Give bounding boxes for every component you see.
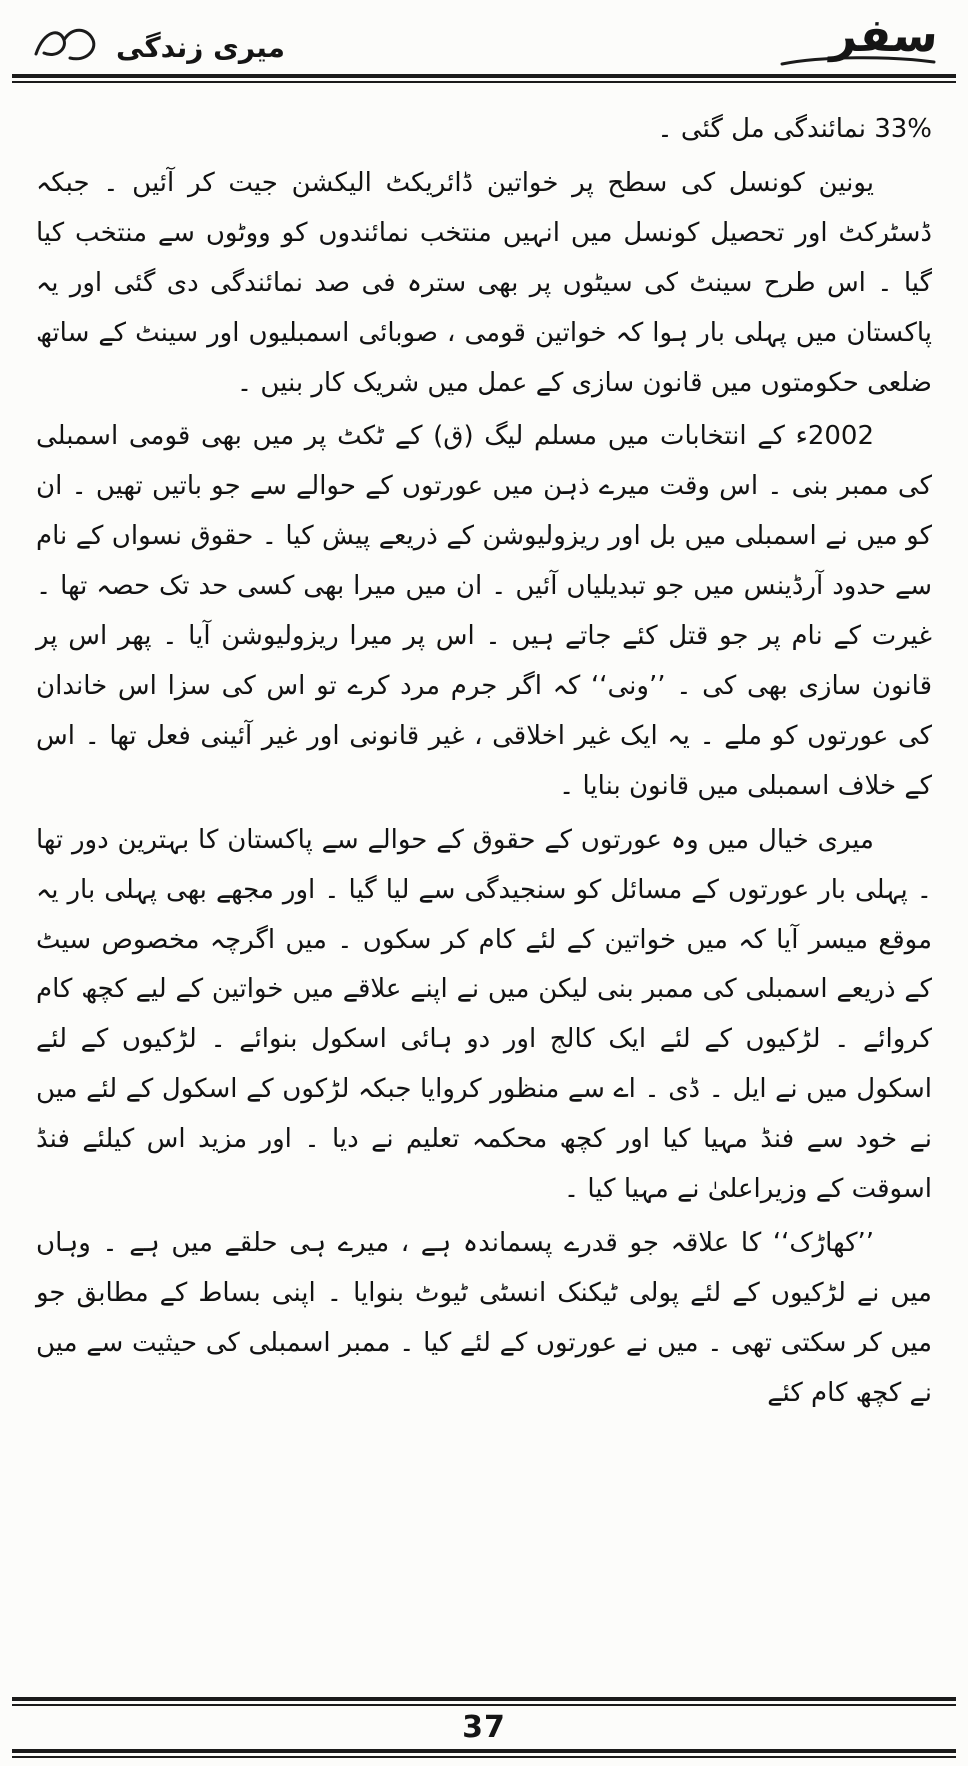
page-number-row xyxy=(0,1706,968,1747)
footer-rule-bottom xyxy=(12,1749,956,1758)
header-rule xyxy=(12,74,956,83)
header-left-group xyxy=(30,22,285,68)
paragraph: یونین کونسل کی سطح پر خواتین ڈائریکٹ الیکشن جیت کر آئیں ۔ جبکہ ڈسٹرکٹ اور تحصیل کونسل میں انہیں منتخب نمائندوں کو ووٹوں سے منتخب کیا گیا ۔ اس طرح سینٹ کی سیٹوں پر بھی سترہ فی صد نمائندگی دی گئی اور یہ پاکستان میں پہلی بار ہوا کہ خواتین قومی ، صوبائی اسمبلیوں اور سینٹ کے ساتھ ضلعی حکومتوں میں قانون سازی کے عمل میں شریک کار بنیں ۔ xyxy=(36,167,932,398)
paragraph: 33% نمائندگی مل گئی ۔ xyxy=(657,114,932,144)
page-number: 37 xyxy=(462,1710,506,1745)
section-title: سفر xyxy=(829,8,940,62)
page-footer xyxy=(0,1691,968,1766)
paragraph: میری خیال میں وہ عورتوں کے حقوق کے حوالے سے پاکستان کا بہترین دور تھا ۔ پہلی بار عورتوں کے مسائل کو سنجیدگی سے لیا گیا ۔ اور مجھے بھی پہلی بار یہ موقع میسر آیا کہ میں خواتین کے لئے کام کر سکوں ۔ میں اگرچہ مخصوص سیٹ کے ذریعے اسمبلی کی ممبر بنی لیکن میں نے اپنے علاقے میں خواتین کے لیے کچھ کام کروائے ۔ لڑکیوں کے لئے ایک کالج اور دو ہائی اسکول بنوائے ۔ لڑکیوں کے لئے اسکول میں نے ایل ۔ ڈی ۔ اے سے منظور کروایا جبکہ لڑکوں کے اسکول کے لئے میں نے خود سے فنڈ مہیا کیا اور کچھ محکمہ تعلیم نے دیا ۔ اور مزید اس کیلئے فنڈ اسوقت کے وزیراعلیٰ نے مہیا کیا ۔ xyxy=(36,824,932,1205)
page-header xyxy=(0,0,968,72)
paragraph: ’’کھاڑک‘‘ کا علاقہ جو قدرے پسماندہ ہے ، میرے ہی حلقے میں ہے ۔ وہاں میں نے لڑکیوں کے لئے پولی ٹیکنک انسٹی ٹیوٹ بنوایا ۔ اپنی بساط کے مطابق جو میں کر سکتی تھی ۔ میں نے عورتوں کے لئے کیا ۔ ممبر اسمبلی کی حیثیت سے میں نے کچھ کام کئے xyxy=(36,1227,932,1408)
calligraphy-flourish-icon xyxy=(30,22,102,68)
paragraph: 2002ء کے انتخابات میں مسلم لیگ (ق) کے ٹکٹ پر میں بھی قومی اسمبلی کی ممبر بنی ۔ اس وقت میرے ذہن میں عورتوں کے حوالے سے جو باتیں تھیں ۔ ان کو میں نے اسمبلی میں بل اور ریزولیوشن کے ذریعے پیش کیا ۔ حقوق نسواں کے نام سے حدود آرڈینس میں جو تبدیلیاں آئیں ۔ ان میں میرا بھی کسی حد تک حصہ تھا ۔ غیرت کے نام پر جو قتل کئے جاتے ہیں ۔ اس پر میرا ریزولیوشن آیا ۔ پھر اس پر قانون سازی بھی کی ۔ ’’ونی‘‘ کہ اگر جرم مرد کرے تو اس کی سزا اس خاندان کی عورتوں کو ملے ۔ یہ ایک غیر اخلاقی ، غیر قانونی اور غیر آئینی فعل تھا ۔ اس کے خلاف اسمبلی میں قانون بنایا ۔ xyxy=(36,421,932,801)
footer-rule-top xyxy=(12,1697,956,1706)
article-body xyxy=(0,83,968,1691)
section-title-wrap xyxy=(778,8,940,68)
article-title: میری زندگی xyxy=(116,31,286,65)
